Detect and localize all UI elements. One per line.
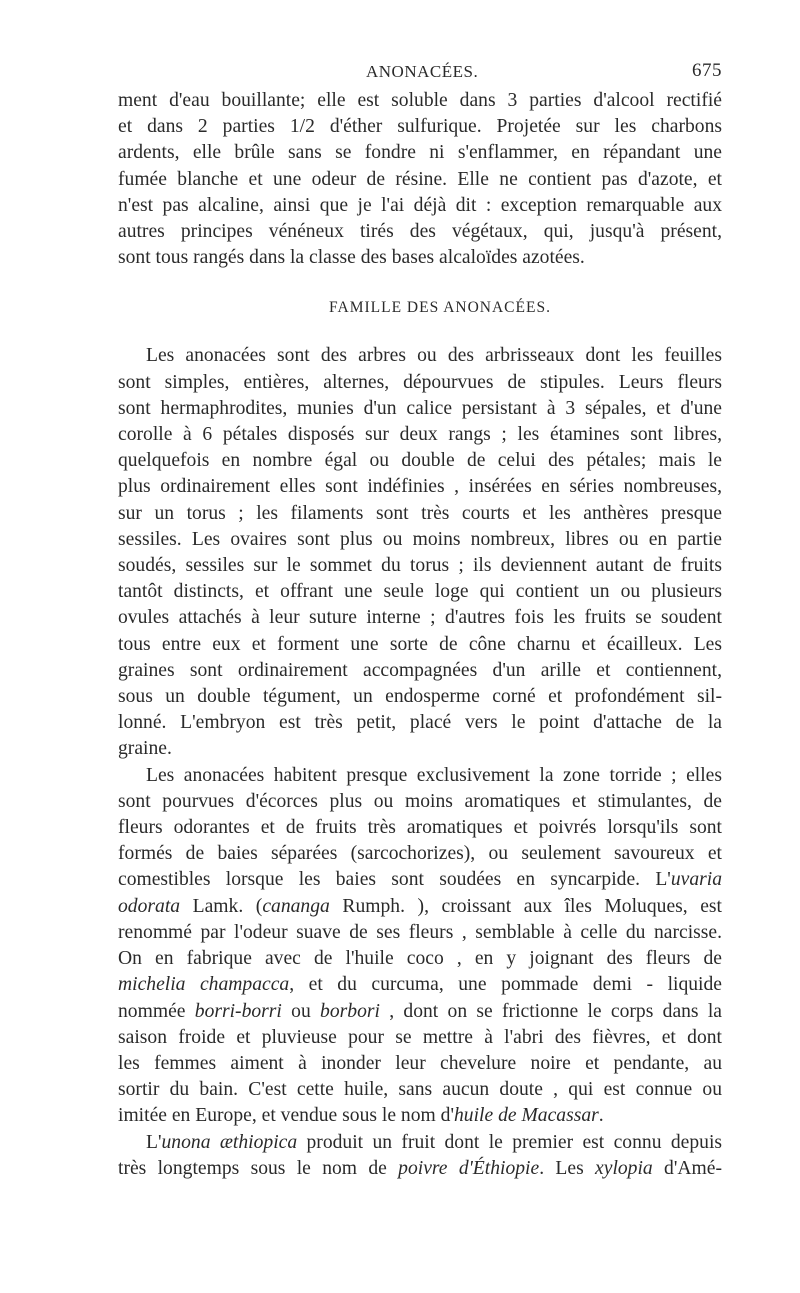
text-run: d'Amé- [652,1157,722,1179]
text-line: graine. [118,738,172,760]
text-line: quelquefois en nombre égal ou double de celui des pétales; mais le [118,450,722,472]
product-name: poivre d'Éthiopie [398,1157,540,1179]
text-line [118,1156,722,1182]
product-name: borbori [320,1000,380,1022]
paragraph-description [118,343,722,762]
text-line: autres principes vénéneux tirés des végétaux, qui, jusqu'à présent, [118,221,722,243]
text-run: très longtemps sous le nom de [118,1157,399,1179]
text-run: L' [655,869,671,891]
species-name: odorata [118,895,181,917]
text-line: tantôt distincts, et offrant une seule loge qui contient un ou plusieurs [118,581,722,603]
text-run: , et du curcuma, une pommade demi - liquide [289,974,722,996]
text-run: L' [146,1131,162,1153]
text-line: Les anonacées habitent presque exclusivement la zone torride ; elles [146,764,722,786]
text-line: soudés, sessiles sur le sommet du torus ; ils deviennent autant de fruits [118,555,722,577]
text-line [118,1130,722,1156]
text-line: sur un torus ; les filaments sont très courts et les anthères presque [118,502,722,524]
text-line: et dans 2 parties 1/2 d'éther sulfurique. Projetée sur les charbons [118,116,722,138]
text-line: n'est pas alcaline, ainsi que je l'ai déjà dit : exception remarquable aux [118,194,722,216]
text-run: comestibles lorsque les baies sont soudées en syncarpide. [118,869,641,891]
text-line: fumée blanche et une odeur de résine. Elle ne contient pas d'azote, et [118,168,722,190]
product-name: borri-borri [194,1000,282,1022]
text-run: ou [281,1000,321,1022]
text-line [118,1103,722,1129]
text-line: formés de baies séparées (sarcochorizes), ou seulement savoureux et [118,843,722,865]
text-run: produit un fruit dont le premier est connu depuis [297,1131,723,1153]
text-run: , dont on se frictionne le corps dans la [379,1000,722,1022]
text-line: sont hermaphrodites, munies d'un calice persistant à 3 sépales, et d'une [118,397,722,419]
text-line: les femmes aiment à inonder leur chevelure noire et pendante, au [118,1052,722,1074]
text-run: . Les [539,1157,596,1179]
text-line: tous entre eux et forment une sorte de cône charnu et écailleux. Les [118,633,722,655]
text-run: . [598,1105,604,1127]
text-line: fleurs odorantes et de fruits très aromatiques et poivrés lorsqu'ils sont [118,817,722,839]
paragraph-unona [118,1130,722,1182]
running-head [118,58,722,88]
running-title: ANONACÉES. [366,62,479,81]
text-line: Les anonacées sont des arbres ou des arbrisseaux dont les feuilles [146,345,722,367]
text-line [118,867,722,893]
text-line [118,999,722,1025]
text-line: sessiles. Les ovaires sont plus ou moins nombreux, libres ou en partie [118,528,722,550]
section-heading: FAMILLE DES ANONACÉES. [329,299,551,317]
text-line: ovules attachés à leur suture interne ; d'autres fois les fruits se soudent [118,607,722,629]
text-line: ment d'eau bouillante; elle est soluble dans 3 parties d'alcool rectifié [118,90,722,111]
text-line: corolle à 6 pétales disposés sur deux rangs ; les étamines sont libres, [118,424,722,446]
species-name: xylopia [595,1157,653,1179]
text-line: graines sont ordinairement accompagnées d'un arille et contiennent, [118,659,722,681]
text-line: plus ordinairement elles sont indéfinies , insérées en séries nombreuses, [118,476,722,498]
text-run: imitée en Europe, et vendue sous le nom d' [118,1105,454,1127]
text-run: Lamk. ( [180,895,263,917]
book-page [118,58,722,1182]
species-name: uvaria [670,869,722,891]
species-name: unona æthiopica [161,1131,298,1153]
text-line: sont simples, entières, alternes, dépourvues de stipules. Leurs fleurs [118,371,722,393]
text-run: Rumph. ), croissant aux îles Moluques, est [329,895,722,917]
species-name: cananga [262,895,330,917]
text-line [118,972,722,998]
page-number: 675 [692,60,722,81]
text-line: sont tous rangés dans la classe des bases alcaloïdes azotées. [118,247,585,269]
text-line: sous un double tégument, un endosperme corné et profondément sil- [118,686,722,708]
text-line: saison froide et pluvieuse pour se mettre à l'abri des fièvres, et dont [118,1026,722,1048]
product-name: huile de Macassar [454,1105,599,1127]
text-line: lonné. L'embryon est très petit, placé vers le point d'attache de la [118,712,722,734]
text-line: ardents, elle brûle sans se fondre ni s'enflammer, en répandant une [118,142,722,164]
text-line: sortir du bain. C'est cette huile, sans aucun doute , qui est connue ou [118,1079,722,1101]
text-line: renommé par l'odeur suave de ses fleurs , semblable à celle du narcisse. [118,921,722,943]
text-line: On en fabrique avec de l'huile coco , en y joignant des fleurs de [118,948,722,970]
paragraph-habitat [118,763,722,1130]
text-run: nommée [118,1000,195,1022]
text-line: sont pourvues d'écorces plus ou moins aromatiques et stimulantes, de [118,790,722,812]
species-name: michelia champacca [118,974,290,996]
intro-paragraph [118,88,722,271]
text-line [118,894,722,920]
